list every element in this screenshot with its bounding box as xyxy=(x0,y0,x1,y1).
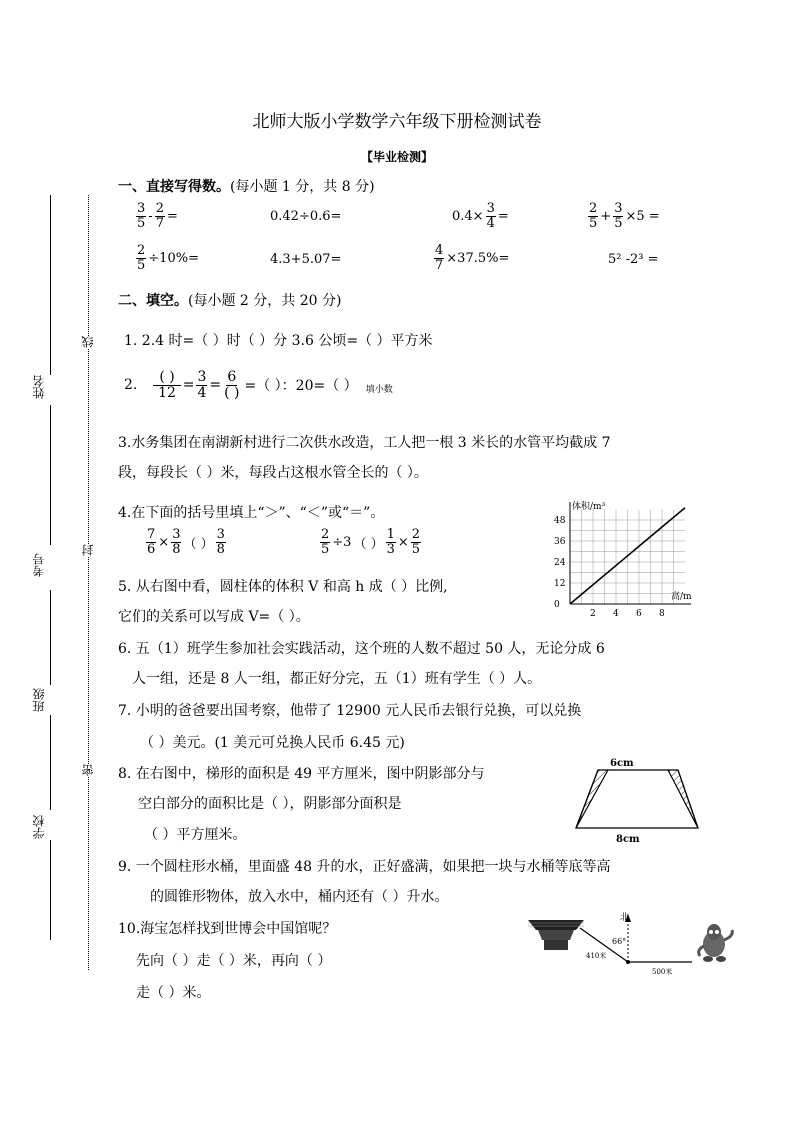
y-tick-label: 48 xyxy=(554,516,566,526)
fraction: $\frac{( )}{12}$ xyxy=(153,370,180,400)
angle-label: 66° xyxy=(612,937,627,946)
margin-line-3 xyxy=(50,590,51,685)
question-3-line1: 3.水务集团在南湖新村进行二次供水改造，工人把一根 3 米长的水管平均截成 7 xyxy=(118,435,611,451)
x-tick-label: 8 xyxy=(659,609,665,619)
fraction: $\frac{3}{5}$ xyxy=(614,201,623,231)
question-7-line1: 7. 小明的爸爸要出国考察，他带了 12900 元人民币去银行兑换，可以兑换 xyxy=(118,703,582,719)
section2-note: (每小题 2 分，共 20 分) xyxy=(188,293,342,309)
fraction: $\frac{2}{5}$ xyxy=(411,527,421,557)
question-5-line1: 5. 从右图中看，圆柱体的体积 V 和高 h 成（ ）比例, xyxy=(118,579,448,595)
calc-f: 4.3+5.07= xyxy=(270,252,342,267)
fraction: $\frac{3}{8}$ xyxy=(172,527,181,557)
margin-line-4 xyxy=(50,715,51,810)
trapezoid-figure xyxy=(568,752,708,846)
fraction: $\frac{3}{8}$ xyxy=(216,527,225,557)
question-2: 2. $\frac{( )}{12}$ = $\frac{3}{4}$ = $\frac{6}{( )}$ =（ ）：20=（ ） 填小数 xyxy=(124,369,393,401)
seal-char-secret: 密 xyxy=(81,764,95,776)
x-tick-label: 2 xyxy=(590,609,596,619)
calc-a: $\frac{3}{5}$ - $\frac{2}{7}$ = xyxy=(137,201,178,231)
margin-line-5 xyxy=(50,840,51,940)
section2-heading xyxy=(118,290,341,310)
question-9-line2: 的圆锥形物体，放入水中，桶内还有（ ）升水。 xyxy=(150,889,449,905)
question-4: 4.在下面的括号里填上“＞”、“＜”或“＝”。 xyxy=(118,505,385,521)
fraction: $\frac{2}{7}$ xyxy=(155,201,164,231)
exam-number-label: 考号 xyxy=(32,553,46,577)
question-7-line2: （ ）美元。(1 美元可兑换人民币 6.45 元) xyxy=(140,735,405,751)
class-label: 班级 xyxy=(32,688,46,712)
fraction: $\frac{6}{( )}$ xyxy=(224,369,240,401)
trapezoid-top-label: 6cm xyxy=(610,758,634,769)
calc-c: 0.4× $\frac{3}{4}$ = xyxy=(452,201,509,231)
fraction: $\frac{1}{3}$ xyxy=(386,527,395,557)
compare-1: $\frac{7}{6}$ × $\frac{3}{8}$ （ ） $\frac{3}{8}$ xyxy=(147,527,225,557)
fraction: $\frac{3}{4}$ xyxy=(197,369,207,401)
compare-2: $\frac{2}{5}$ ÷3 （ ） $\frac{1}{3}$ × $\frac{2}{5}$ xyxy=(321,527,421,557)
page-title: 北师大版小学数学六年级下册检测试卷 xyxy=(252,112,542,132)
x-tick-label: 4 xyxy=(613,609,619,619)
y-tick-label: 0 xyxy=(554,600,560,610)
x-tick-label: 6 xyxy=(636,609,642,619)
north-label: 北 xyxy=(620,913,630,923)
question-8-line1: 8. 在右图中，梯形的面积是 49 平方厘米，图中阴影部分与 xyxy=(118,766,485,782)
calc-d: $\frac{2}{5}$ + $\frac{3}{5}$ ×5 = xyxy=(589,201,660,231)
y-tick-label: 12 xyxy=(554,579,566,589)
fraction: $\frac{4}{7}$ xyxy=(435,243,444,273)
calc-g: $\frac{4}{7}$ ×37.5%= xyxy=(435,243,510,273)
calc-h: 5² -2³ = xyxy=(608,252,659,267)
decimal-note: 填小数 xyxy=(365,384,393,395)
y-tick-label: 24 xyxy=(554,558,566,568)
margin-line-top xyxy=(50,195,51,375)
turn-point xyxy=(626,960,630,964)
seal-dotted-line xyxy=(88,195,89,970)
trapezoid-bottom-label: 8cm xyxy=(616,834,640,845)
section1-heading xyxy=(118,176,375,196)
question-1: 1. 2.4 时=（ ）时（ ）分 3.6 公顷=（ ）平方米 xyxy=(124,333,433,349)
y-tick-label: 36 xyxy=(554,537,566,547)
calc-e: $\frac{2}{5}$ ÷10%= xyxy=(137,243,199,273)
question-8-line2: 空白部分的面积比是（ ），阴影部分面积是 xyxy=(138,796,402,812)
seal-char-seal: 封 xyxy=(81,544,95,556)
distance-label-1: 410米 xyxy=(586,952,607,960)
volume-height-chart xyxy=(540,496,700,622)
diagonal-left xyxy=(576,770,608,828)
page-subtitle: 【毕业检测】 xyxy=(360,150,433,164)
question-6-line1: 6. 五（1）班学生参加社会实践活动，这个班的人数不超过 50 人，无论分成 6 xyxy=(118,641,605,657)
section1-title: 一、直接写得数。 xyxy=(118,179,230,195)
question-10-line1: 10.海宝怎样找到世博会中国馆呢？ xyxy=(118,921,337,937)
trapezoid-edge xyxy=(576,770,598,828)
question-9-line1: 9. 一个圆柱形水桶，里面盛 48 升的水，正好盛满，如果把一块与水桶等底等高 xyxy=(118,859,611,875)
question-5-line2: 它们的关系可以写成 V=（ ）。 xyxy=(118,609,310,625)
question-8-line3: （ ）平方厘米。 xyxy=(144,827,247,843)
margin-line-2 xyxy=(50,405,51,545)
distance-label-2: 500米 xyxy=(652,968,673,976)
fraction: $\frac{7}{6}$ xyxy=(147,527,156,557)
fraction: $\frac{2}{5}$ xyxy=(321,527,330,557)
section1-note: (每小题 1 分，共 8 分) xyxy=(230,179,375,195)
question-6-line2: 人一组，还是 8 人一组，都正好分完，五（1）班有学生（ ）人。 xyxy=(132,671,542,687)
diagonal-right xyxy=(668,770,698,828)
school-label: 学校 xyxy=(32,815,46,839)
fraction: $\frac{3}{4}$ xyxy=(486,201,495,231)
fraction: $\frac{2}{5}$ xyxy=(137,243,146,273)
chart-xlabel: 高/m xyxy=(671,592,692,602)
question-10-line2: 先向（ ）走（ ）米，再向（ ） xyxy=(136,953,332,969)
question-3-line2: 段，每段长（ ）米，每段占这根水管全长的（ ）。 xyxy=(118,465,428,481)
chart-ylabel: 体积/m³ xyxy=(572,502,606,512)
name-label: 姓名 xyxy=(32,375,46,399)
question-10-line3: 走（ ）米。 xyxy=(136,985,211,1001)
china-pavilion-icon xyxy=(528,920,584,950)
seal-char-line: 线 xyxy=(81,336,95,348)
haibao-mascot-icon xyxy=(699,924,733,962)
fraction: $\frac{2}{5}$ xyxy=(589,201,598,231)
calc-b: 0.42÷0.6= xyxy=(270,209,342,224)
route-map xyxy=(524,910,746,980)
section2-title: 二、填空。 xyxy=(118,293,188,309)
fraction: $\frac{3}{5}$ xyxy=(137,201,146,231)
